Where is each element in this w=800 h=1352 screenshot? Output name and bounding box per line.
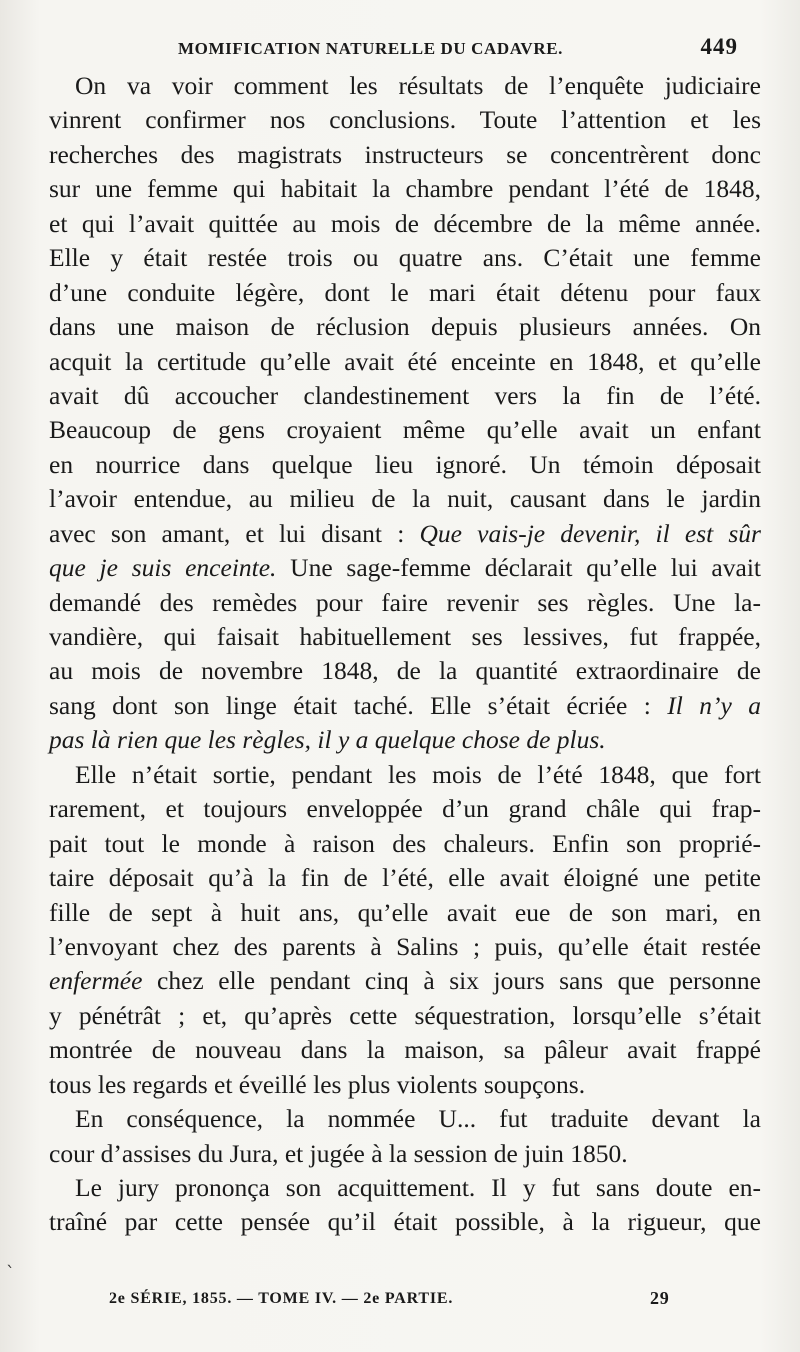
text-segment: y pénétrât ; et, qu’après cette séquestration, lorsqu’elle s’était — [49, 1000, 761, 1030]
text-segment: acquit la certitude qu’elle avait été enceinte en 1848, et qu’elle — [49, 346, 761, 376]
text-segment: d’une conduite légère, dont le mari était détenu pour faux — [49, 277, 761, 307]
running-header — [178, 34, 738, 58]
text-line — [49, 1102, 761, 1136]
text-segment: En conséquence, la nommée U... fut traduite devant la — [75, 1104, 761, 1134]
text-segment: vandière, qui faisait habituellement ses lessives, fut frappée, — [49, 622, 761, 651]
text-segment: taire déposait qu’à la fin de l’été, elle avait éloigné une petite — [49, 863, 761, 893]
text-line — [49, 413, 761, 447]
text-segment: pait tout le monde à raison des chaleurs. Enfin son proprié- — [49, 828, 761, 858]
text-line — [49, 551, 761, 585]
italic-segment: enfermée — [49, 966, 143, 996]
text-segment: fille de sept à huit ans, qu’elle avait eue de son mari, en — [49, 897, 761, 927]
text-line — [49, 103, 761, 137]
text-segment: chez elle pendant cinq à six jours sans que personne — [142, 966, 761, 996]
text-line — [49, 138, 761, 172]
text-segment: l’envoyant chez des parents à Salins ; puis, qu’elle était restée — [49, 931, 761, 961]
text-line — [49, 172, 761, 206]
text-segment: avec son amant, et lui disant : — [49, 518, 420, 548]
text-segment: dans une maison de réclusion depuis plusieurs années. On — [49, 312, 761, 342]
text-segment: Le jury prononça son acquittement. Il y fut sans doute en- — [75, 1173, 761, 1202]
text-segment: Une sage-femme déclarait qu’elle lui avait — [276, 553, 761, 583]
text-segment: montrée de nouveau dans la maison, sa pâleur avait frappé — [49, 1035, 761, 1065]
text-line — [49, 310, 761, 344]
text-segment: Elle y était restée trois ou quatre ans. C’était une femme — [49, 243, 761, 273]
body-text — [49, 69, 761, 1240]
signature-footer — [109, 1290, 709, 1314]
text-line — [49, 482, 761, 516]
text-segment: en nourrice dans quelque lieu ignoré. Un témoin déposait — [49, 449, 761, 479]
text-line — [49, 1171, 761, 1205]
text-line — [49, 689, 761, 723]
text-segment: demandé des remèdes pour faire revenir ses règles. Une la- — [49, 587, 761, 617]
text-line — [49, 792, 761, 826]
text-line — [49, 964, 761, 998]
text-line — [49, 276, 761, 310]
italic-segment: Il n’y a — [667, 690, 761, 720]
text-line — [49, 1033, 761, 1067]
text-segment: Beaucoup de gens croyaient même qu’elle avait un enfant — [49, 415, 761, 445]
text-segment: On va voir comment les résultats de l’enquête judiciaire — [75, 71, 761, 100]
text-segment: l’avoir entendue, au milieu de la nuit, causant dans le jardin — [49, 484, 761, 514]
text-segment: sur une femme qui habitait la chambre pendant l’été de 1848, — [49, 174, 761, 204]
text-segment: au mois de novembre 1848, de la quantité extraordinaire de — [49, 656, 761, 686]
text-line — [49, 1137, 761, 1171]
text-line — [49, 586, 761, 620]
margin-mark: ` — [6, 1263, 15, 1284]
italic-segment: pas là rien que les règles, il y a quelque chose de plus. — [49, 725, 606, 755]
text-segment: avait dû accoucher clandestinement vers la fin de l’été. — [49, 380, 761, 410]
text-line — [49, 345, 761, 379]
text-segment: recherches des magistrats instructeurs se concentrèrent donc — [49, 139, 761, 169]
text-line — [49, 1205, 761, 1239]
page-number: 449 — [700, 34, 738, 59]
text-line — [49, 861, 761, 895]
text-segment: vinrent confirmer nos conclusions. Toute l’attention et les — [49, 105, 761, 135]
text-segment: traîné par cette pensée qu’il était possible, à la rigueur, que — [49, 1207, 761, 1237]
text-segment: sang dont son linge était taché. Elle s’était écriée : — [49, 690, 668, 720]
text-line — [49, 448, 761, 482]
text-line — [49, 69, 761, 103]
text-line — [49, 207, 761, 241]
italic-segment: Que vais-je devenir, il est sûr — [419, 518, 761, 548]
text-segment: rarement, et toujours enveloppée d’un grand châle qui frap- — [49, 794, 761, 824]
italic-segment: que je suis enceinte. — [49, 553, 277, 583]
text-segment: Elle n’était sortie, pendant les mois de l’été 1848, que fort — [75, 759, 761, 789]
text-segment: et qui l’avait quittée au mois de décembre de la même année. — [49, 208, 761, 238]
text-line — [49, 379, 761, 413]
signature-number: 29 — [650, 1288, 670, 1308]
text-segment: tous les regards et éveillé les plus violents soupçons. — [49, 1069, 586, 1099]
text-line — [49, 620, 761, 654]
text-line — [49, 241, 761, 275]
text-line — [49, 896, 761, 930]
running-title: MOMIFICATION NATURELLE DU CADAVRE. — [178, 39, 563, 58]
text-line — [49, 654, 761, 688]
text-line — [49, 827, 761, 861]
text-line — [49, 758, 761, 792]
text-line — [49, 999, 761, 1033]
text-line — [49, 1068, 761, 1102]
text-line — [49, 930, 761, 964]
text-line — [49, 517, 761, 551]
text-segment: cour d’assises du Jura, et jugée à la session de juin 1850. — [49, 1138, 628, 1168]
text-line — [49, 723, 761, 757]
signature-mark: 2e SÉRIE, 1855. — TOME IV. — 2e PARTIE. — [109, 1290, 454, 1307]
